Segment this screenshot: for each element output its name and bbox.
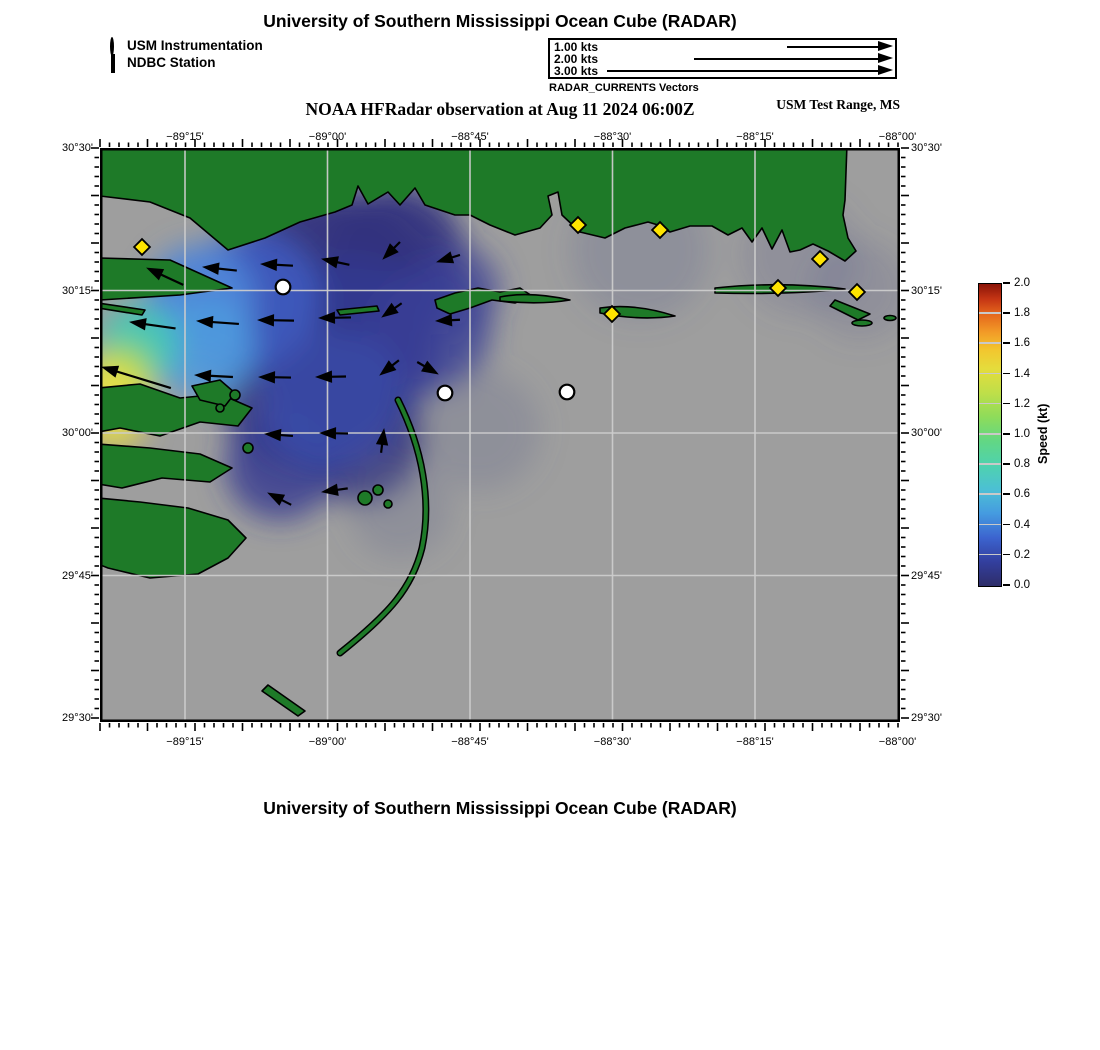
colorbar-gridline (979, 554, 1001, 556)
colorbar-tick-label: 1.4 (1014, 367, 1030, 380)
colorbar-gridline (979, 312, 1001, 314)
legend-row-ndbc (110, 54, 263, 71)
scale-arrowhead-icon (878, 41, 893, 51)
usm-circle-marker-icon (110, 39, 124, 53)
lon-label-bottom: −89°00' (308, 736, 347, 748)
axis-ticks (85, 133, 915, 737)
colorbar-title: Speed (kt) (1036, 403, 1050, 465)
lat-label-left: 30°00' (62, 427, 93, 439)
scale-row-2 (550, 53, 895, 65)
lon-label-top: −89°15' (166, 131, 204, 143)
colorbar-tick (1003, 554, 1010, 556)
scale-arrow-line-2 (694, 58, 879, 60)
lon-label-top: −88°00' (878, 131, 917, 143)
lat-label-right: 29°30' (911, 712, 942, 724)
scale-row-1 (550, 41, 895, 53)
legend-label-usm: USM Instrumentation (127, 38, 263, 53)
lat-label-right: 30°00' (911, 427, 942, 439)
lon-label-bottom: −88°15' (736, 736, 774, 748)
colorbar-tick-label: 1.2 (1014, 397, 1030, 410)
lon-label-bottom: −88°45' (451, 736, 489, 748)
colorbar-gridline (979, 524, 1001, 526)
colorbar-gridline (979, 433, 1001, 435)
marker-legend (110, 37, 263, 71)
scale-label-2: 2.00 kts (554, 52, 599, 66)
colorbar-gridline (979, 403, 1001, 405)
colorbar-tick-label: 0.6 (1014, 488, 1030, 501)
colorbar-tick (1003, 584, 1010, 586)
lat-label-left: 30°15' (62, 284, 93, 297)
observation-subtitle: NOAA HFRadar observation at Aug 11 2024 06:00Z (305, 99, 695, 119)
colorbar-gridline (979, 373, 1001, 375)
colorbar-tick (1003, 463, 1010, 465)
legend-row-usm (110, 37, 263, 54)
colorbar-tick-label: 1.0 (1014, 428, 1030, 440)
lon-label-bottom: −89°15' (166, 736, 204, 748)
footer-title: University of Southern Mississippi Ocean Cube (RADAR) (263, 798, 737, 818)
scale-arrowhead-icon (878, 53, 893, 63)
lat-label-left: 29°45' (62, 569, 93, 582)
colorbar-tick (1003, 342, 1010, 344)
legend-label-ndbc: NDBC Station (127, 55, 216, 70)
colorbar-gridline (979, 463, 1001, 465)
speed-colorbar (978, 283, 1002, 587)
colorbar-tick (1003, 493, 1010, 495)
colorbar-tick (1003, 373, 1010, 375)
colorbar-tick-label: 0.0 (1014, 579, 1030, 591)
lon-label-top: −89°00' (308, 131, 347, 143)
lon-label-top: −88°45' (451, 131, 489, 143)
colorbar-tick (1003, 282, 1010, 284)
colorbar-tick-label: 0.2 (1014, 548, 1030, 561)
scale-row-3 (550, 65, 895, 77)
lon-label-bottom: −88°30' (593, 736, 632, 748)
scale-label-3: 3.00 kts (554, 64, 599, 78)
colorbar-tick-label: 0.4 (1014, 518, 1030, 531)
colorbar-tick-label: 0.8 (1014, 458, 1030, 471)
colorbar-gridline (979, 493, 1001, 495)
colorbar-tick (1003, 403, 1010, 405)
lat-label-right: 29°45' (911, 569, 942, 582)
lat-label-right: 30°30' (911, 142, 942, 154)
lat-label-left: 30°30' (62, 142, 93, 154)
colorbar-tick (1003, 312, 1010, 314)
colorbar-tick-label: 2.0 (1014, 277, 1030, 289)
scale-arrow-line-1 (787, 46, 879, 48)
test-range-label: USM Test Range, MS (776, 97, 900, 112)
vector-scale-box (548, 38, 897, 79)
scale-arrow-line-3 (607, 70, 879, 72)
scale-arrowhead-icon (878, 65, 893, 75)
colorbar-tick-label: 1.6 (1014, 337, 1030, 350)
lon-label-top: −88°30' (593, 131, 632, 143)
colorbar-tick-label: 1.8 (1014, 307, 1030, 320)
colorbar-tick (1003, 524, 1010, 526)
ndbc-diamond-marker-icon (110, 56, 124, 70)
lon-label-bottom: −88°00' (878, 736, 917, 748)
lon-label-top: −88°15' (736, 131, 774, 143)
colorbar-gridline (979, 342, 1001, 344)
scale-label-1: 1.00 kts (554, 40, 599, 54)
page-title: University of Southern Mississippi Ocean Cube (RADAR) (263, 11, 737, 31)
lat-label-right: 30°15' (911, 284, 942, 297)
vector-scale-caption: RADAR_CURRENTS Vectors (549, 82, 699, 94)
lat-label-left: 29°30' (62, 712, 93, 724)
colorbar-tick (1003, 433, 1010, 435)
